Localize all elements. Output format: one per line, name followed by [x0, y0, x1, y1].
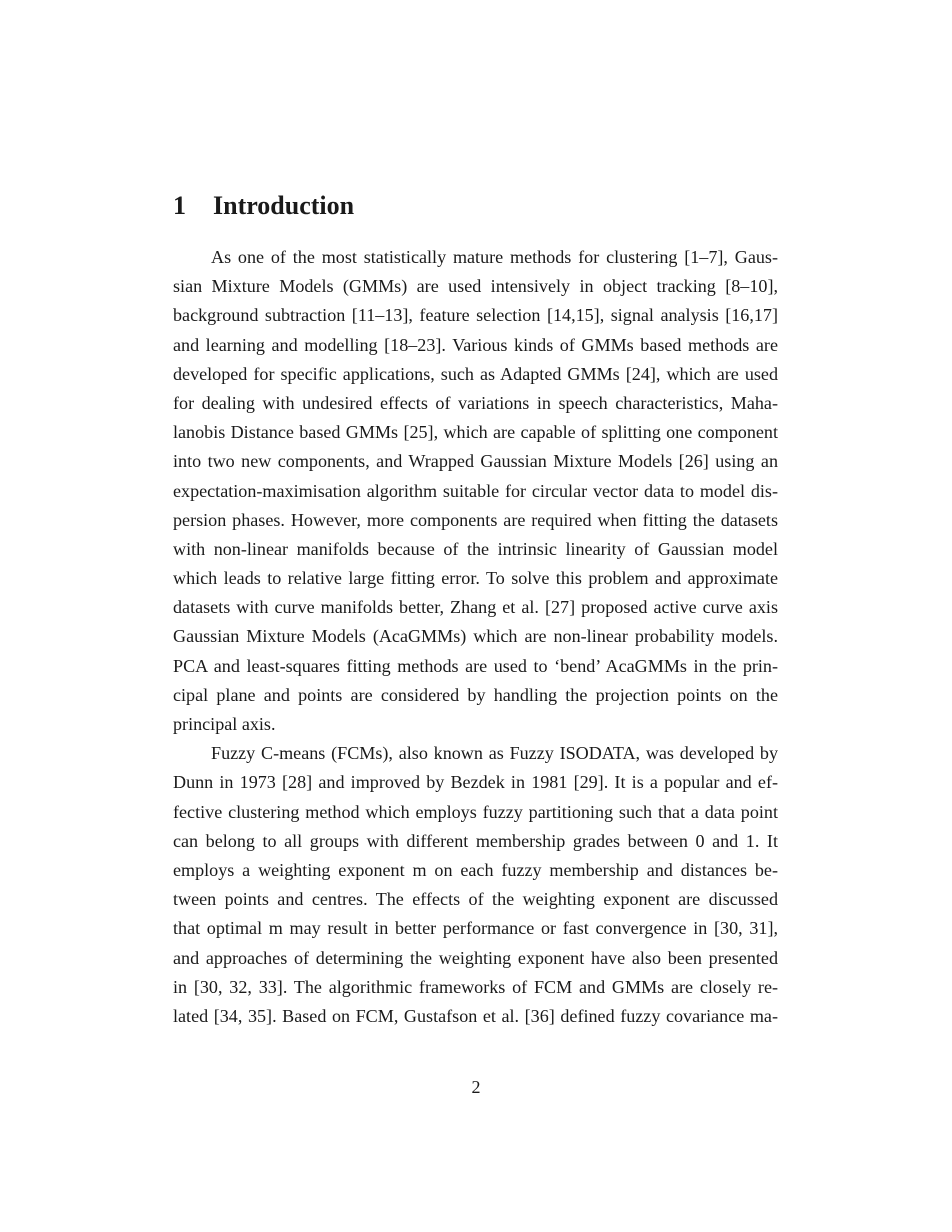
text-line: and approaches of determining the weighting exponent have also been presented: [173, 947, 778, 968]
text-line: in [30, 32, 33]. The algorithmic frameworks of FCM and GMMs are closely re-: [173, 976, 778, 997]
text-line: Fuzzy C-means (FCMs), also known as Fuzzy ISODATA, was developed by: [211, 743, 778, 764]
text-line: cipal plane and points are considered by handling the projection points on the: [173, 684, 778, 705]
text-line: and learning and modelling [18–23]. Various kinds of GMMs based methods are: [173, 334, 778, 355]
paragraph: [173, 243, 778, 739]
text-line: datasets with curve manifolds better, Zhang et al. [27] proposed active curve axis: [173, 597, 778, 618]
text-line: can belong to all groups with different membership grades between 0 and 1. It: [173, 830, 778, 851]
paragraph: [173, 739, 778, 1031]
section-title: Introduction: [213, 191, 355, 220]
text-line: persion phases. However, more components are required when fitting the datasets: [173, 509, 778, 530]
text-line: that optimal m may result in better performance or fast convergence in [30, 31],: [173, 918, 778, 939]
text-line: As one of the most statistically mature methods for clustering [1–7], Gaus-: [211, 247, 778, 267]
text-line: employs a weighting exponent m on each fuzzy membership and distances be-: [173, 859, 778, 880]
text-line: tween points and centres. The effects of the weighting exponent are discussed: [173, 889, 778, 910]
text-line: fective clustering method which employs fuzzy partitioning such that a data point: [173, 801, 778, 822]
text-line: with non-linear manifolds because of the intrinsic linearity of Gaussian model: [173, 538, 778, 559]
section-heading: [173, 189, 354, 223]
body-text: [173, 243, 778, 1031]
text-line: background subtraction [11–13], feature selection [14,15], signal analysis [16,17]: [173, 305, 778, 326]
page-number: 2: [471, 1077, 481, 1097]
text-line: lanobis Distance based GMMs [25], which are capable of splitting one component: [173, 422, 778, 443]
text-line: Dunn in 1973 [28] and improved by Bezdek in 1981 [29]. It is a popular and ef-: [173, 772, 778, 793]
text-line: sian Mixture Models (GMMs) are used intensively in object tracking [8–10],: [173, 276, 778, 297]
text-line: expectation-maximisation algorithm suitable for circular vector data to model dis-: [173, 480, 778, 501]
text-line: into two new components, and Wrapped Gaussian Mixture Models [26] using an: [173, 451, 778, 472]
text-line: Gaussian Mixture Models (AcaGMMs) which are non-linear probability models.: [173, 626, 778, 647]
text-line: which leads to relative large fitting error. To solve this problem and approximate: [173, 568, 778, 589]
text-line: lated [34, 35]. Based on FCM, Gustafson et al. [36] defined fuzzy covariance ma-: [173, 1005, 778, 1026]
text-line: developed for specific applications, such as Adapted GMMs [24], which are used: [173, 363, 778, 384]
section-number: 1: [173, 191, 186, 220]
text-line: principal axis.: [173, 714, 276, 734]
text-line: for dealing with undesired effects of variations in speech characteristics, Maha-: [173, 392, 778, 413]
text-line: PCA and least-squares fitting methods are used to ‘bend’ AcaGMMs in the prin-: [173, 655, 778, 676]
